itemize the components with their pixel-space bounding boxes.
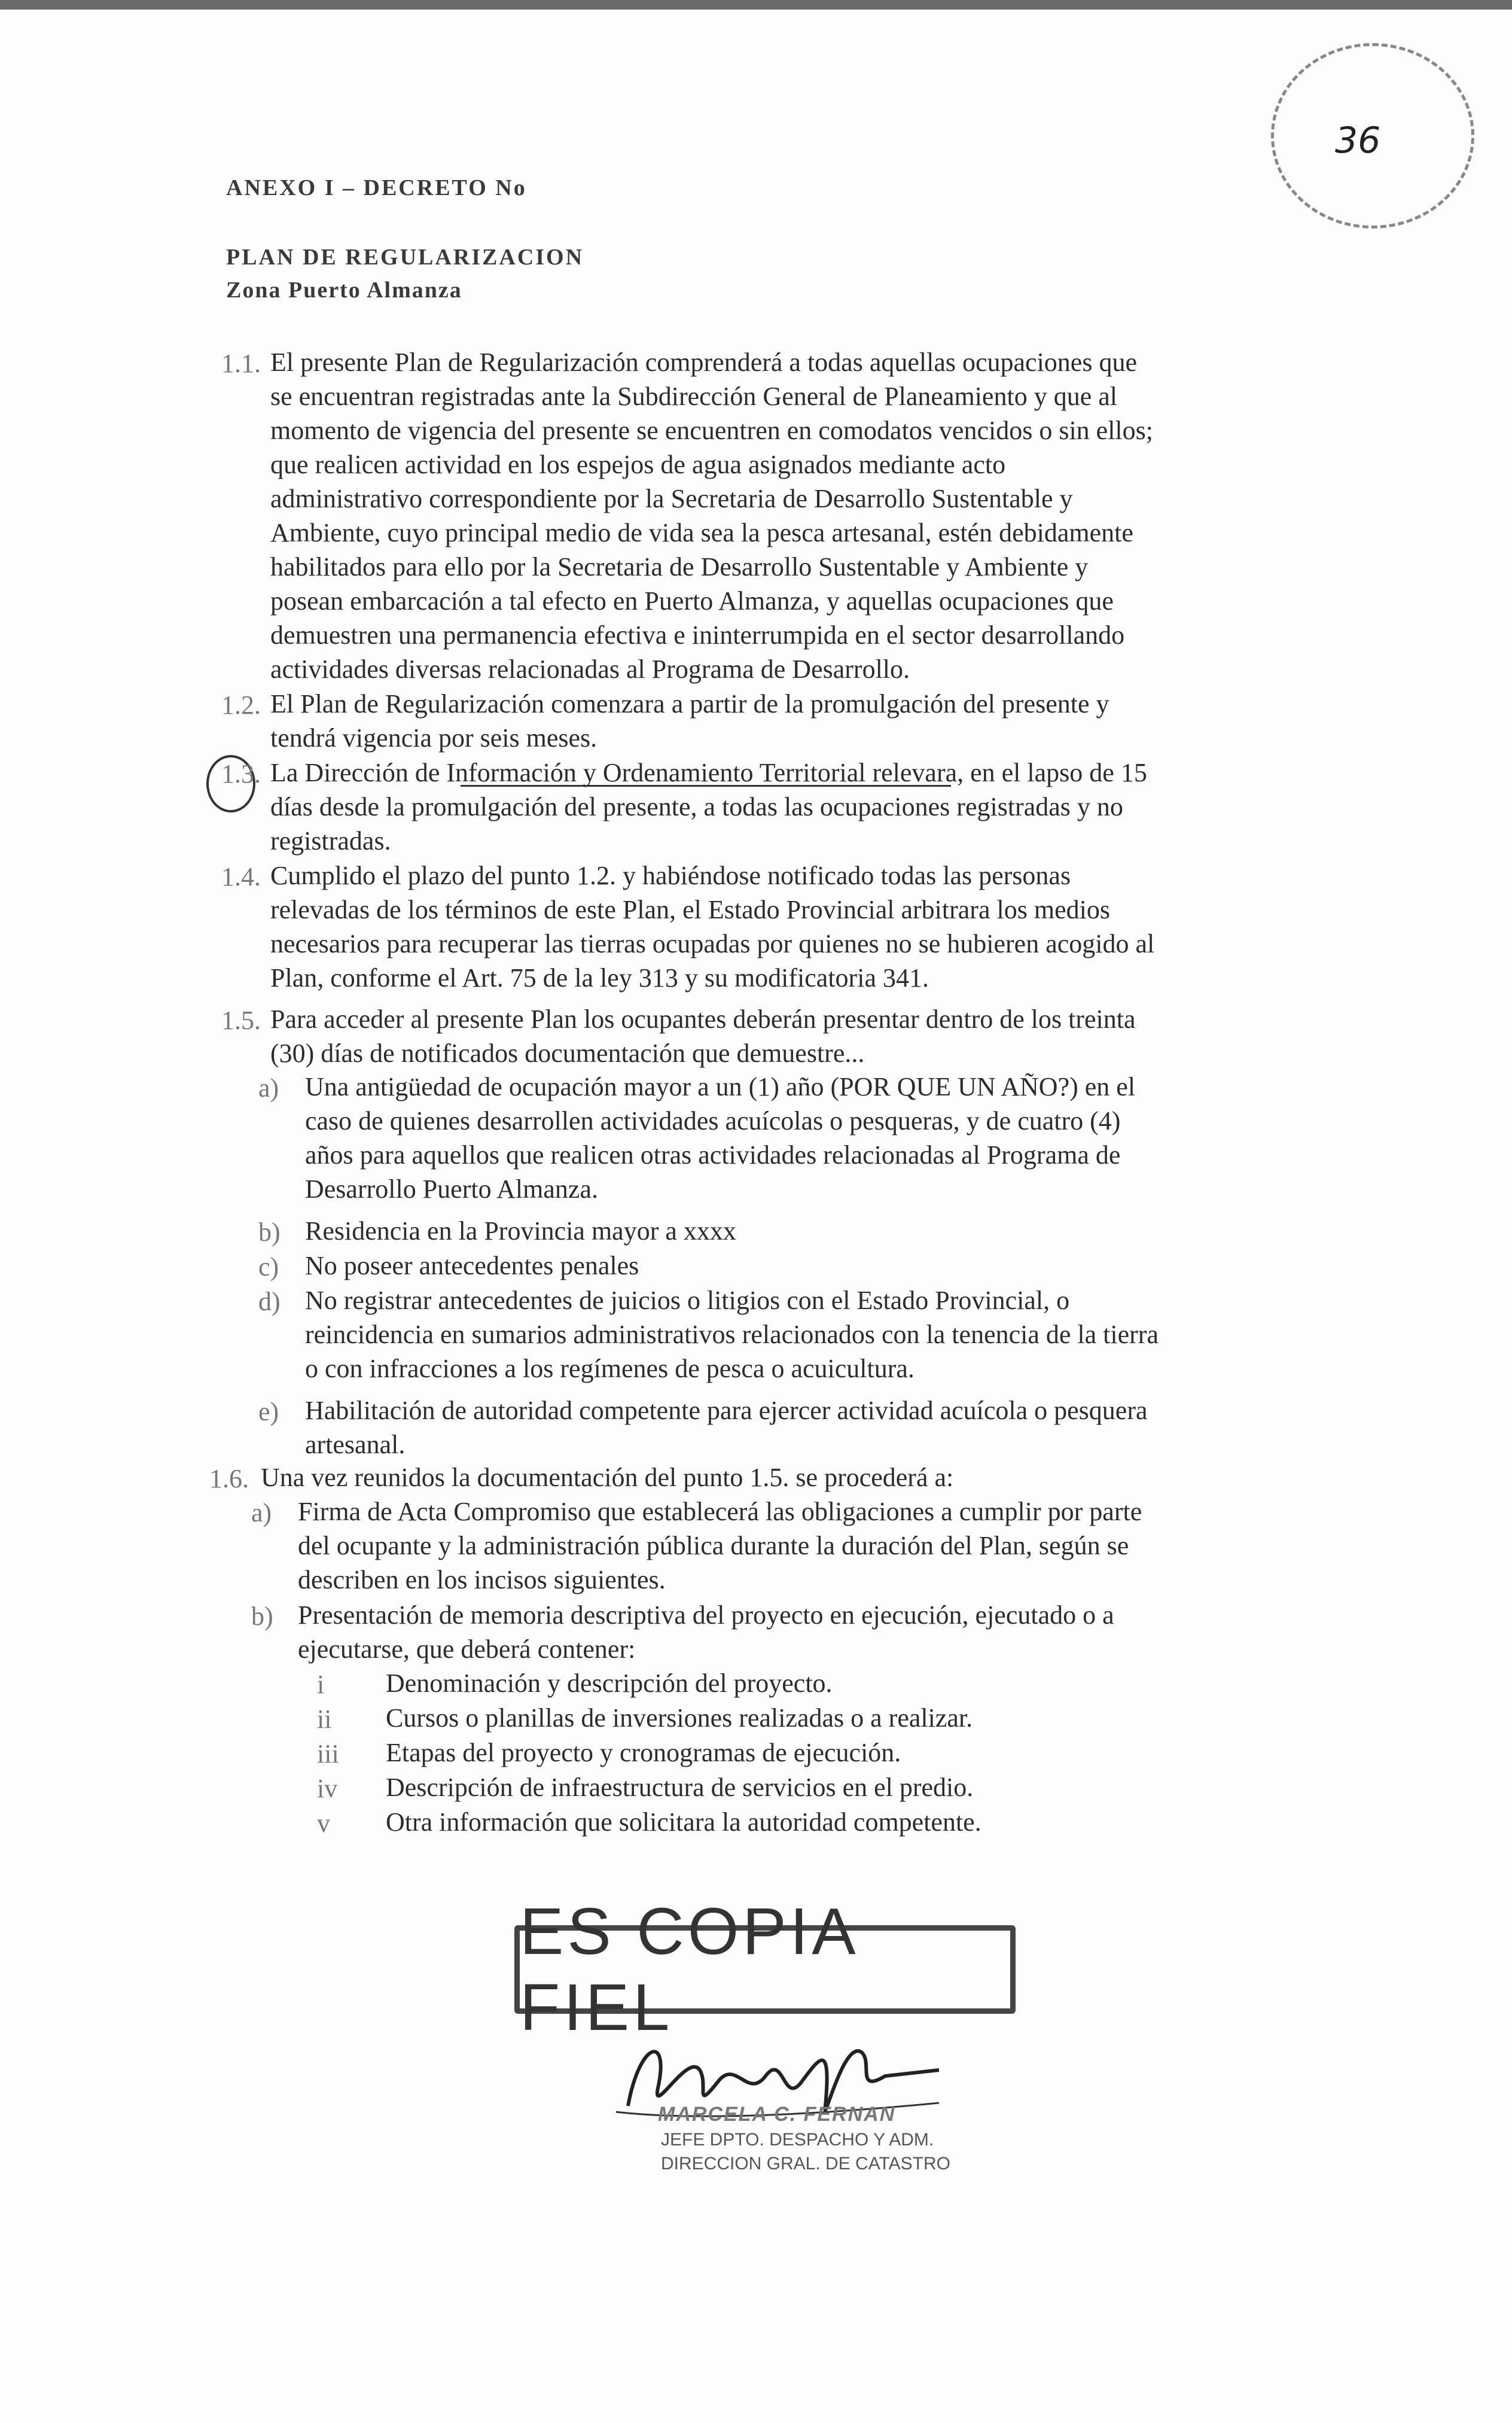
text-line: Etapas del proyecto y cronogramas de ejecución. (386, 1738, 901, 1767)
plan-title: PLAN DE REGULARIZACION (226, 245, 584, 270)
text-line: días desde la promulgación del presente, a todas las ocupaciones registradas y no (270, 792, 1123, 821)
text-line: se encuentran registradas ante la Subdirección General de Planeamiento y que al (270, 382, 1117, 411)
section-number: 1.5. (221, 1006, 261, 1035)
subitem-label: iii (317, 1739, 339, 1768)
subitem-label: ii (317, 1704, 332, 1734)
text-line: necesarios para recuperar las tierras ocupadas por quienes no se hubieren acogido al (270, 929, 1155, 958)
text-line: Denominación y descripción del proyecto. (386, 1669, 833, 1698)
section-number: 1.3. (221, 759, 261, 789)
text-line: años para aquellos que realicen otras actividades relacionadas al Programa de (305, 1140, 1121, 1170)
text-line: habilitados para ello por la Secretaria de Desarrollo Sustentable y Ambiente y (270, 552, 1089, 582)
handwritten-underline (461, 785, 951, 787)
scan-top-edge (0, 0, 1512, 10)
text-line: momento de vigencia del presente se encuentren en comodatos vencidos o sin ellos; (270, 416, 1153, 445)
copy-certification-stamp: ES COPIA FIEL (514, 1925, 1016, 2014)
text-line: ejecutarse, que deberá contener: (298, 1634, 636, 1664)
text-line: describen en los incisos siguientes. (298, 1565, 666, 1594)
text-line: Para acceder al presente Plan los ocupantes deberán presentar dentro de los treinta (270, 1004, 1136, 1034)
text-line: Plan, conforme el Art. 75 de la ley 313 y su modificatoria 341. (270, 963, 929, 993)
text-line: Descripción de infraestructura de servicios en el predio. (386, 1773, 974, 1802)
text-line: Una antigüedad de ocupación mayor a un (1) año (POR QUE UN AÑO?) en el (305, 1072, 1136, 1101)
text-line: Habilitación de autoridad competente para ejercer actividad acuícola o pesquera (305, 1396, 1148, 1425)
text-line: Residencia en la Provincia mayor a xxxx (305, 1216, 736, 1246)
text-line: demuestren una permanencia efectiva e ininterrumpida en el sector desarrollando (270, 620, 1125, 650)
text-line: o con infracciones a los regímenes de pesca o acuicultura. (305, 1354, 914, 1383)
text-line: tendrá vigencia por seis meses. (270, 723, 598, 753)
text-line: (30) días de notificados documentación que demuestre... (270, 1039, 865, 1068)
text-line: registradas. (270, 826, 391, 856)
text-line: El Plan de Regularización comenzara a partir de la promulgación del presente y (270, 689, 1109, 719)
item-label: b) (258, 1217, 281, 1247)
text-line: La Dirección de Información y Ordenamiento Territorial relevara, en el lapso de 15 (270, 758, 1147, 787)
zone-subtitle: Zona Puerto Almanza (226, 278, 462, 303)
section-number: 1.1. (221, 349, 261, 378)
subitem-label: i (317, 1670, 325, 1699)
item-label: e) (258, 1397, 279, 1426)
text-line: No registrar antecedentes de juicios o litigios con el Estado Provincial, o (305, 1286, 1070, 1315)
section-number: 1.2. (221, 690, 261, 720)
signer-role: JEFE DPTO. DESPACHO Y ADM. (661, 2130, 934, 2150)
text-line: Cumplido el plazo del punto 1.2. y habiéndose notificado todas las personas (270, 861, 1071, 890)
item-label: d) (258, 1287, 281, 1316)
item-label: b) (251, 1602, 273, 1631)
text-line: El presente Plan de Regularización comprenderá a todas aquellas ocupaciones que (270, 348, 1137, 377)
item-label: c) (258, 1252, 279, 1281)
text-line: que realicen actividad en los espejos de agua asignados mediante acto (270, 450, 1006, 479)
item-label: a) (251, 1498, 272, 1527)
subitem-label: iv (317, 1774, 338, 1803)
subitem-label: v (317, 1809, 330, 1838)
text-line: del ocupante y la administración pública durante la duración del Plan, según se (298, 1531, 1129, 1560)
text-line: Desarrollo Puerto Almanza. (305, 1174, 598, 1204)
text-line: Cursos o planillas de inversiones realizadas o a realizar. (386, 1703, 973, 1733)
text-line: Otra información que solicitara la autoridad competente. (386, 1807, 981, 1837)
text-line: administrativo correspondiente por la Secretaria de Desarrollo Sustentable y (270, 484, 1073, 513)
signer-department: DIRECCION GRAL. DE CATASTRO (661, 2154, 950, 2174)
text-line: reincidencia en sumarios administrativos relacionados con la tenencia de la tierra (305, 1320, 1159, 1349)
text-line: artesanal. (305, 1430, 406, 1459)
text-line: No poseer antecedentes penales (305, 1251, 639, 1280)
section-number: 1.6. (209, 1464, 249, 1493)
text-line: relevadas de los términos de este Plan, el Estado Provincial arbitrara los medios (270, 895, 1110, 924)
annex-heading: ANEXO I – DECRETO No (226, 175, 527, 200)
signer-name: MARCELA C. FERNAN (658, 2103, 896, 2126)
text-line: posean embarcación a tal efecto en Puerto Almanza, y aquellas ocupaciones que (270, 586, 1114, 616)
text-line: Presentación de memoria descriptiva del proyecto en ejecución, ejecutado o a (298, 1600, 1114, 1630)
text-line: Firma de Acta Compromiso que establecerá las obligaciones a cumplir por parte (298, 1497, 1142, 1526)
text-line: Ambiente, cuyo principal medio de vida sea la pesca artesanal, estén debidamente (270, 518, 1133, 547)
text-line: actividades diversas relacionadas al Programa de Desarrollo. (270, 655, 910, 684)
page-number: 36 (1335, 120, 1381, 162)
item-label: a) (258, 1073, 279, 1103)
text-line: caso de quienes desarrollen actividades acuícolas o pesqueras, y de cuatro (4) (305, 1106, 1121, 1136)
text-line: Una vez reunidos la documentación del punto 1.5. se procederá a: (261, 1463, 954, 1492)
section-number: 1.4. (221, 862, 261, 891)
